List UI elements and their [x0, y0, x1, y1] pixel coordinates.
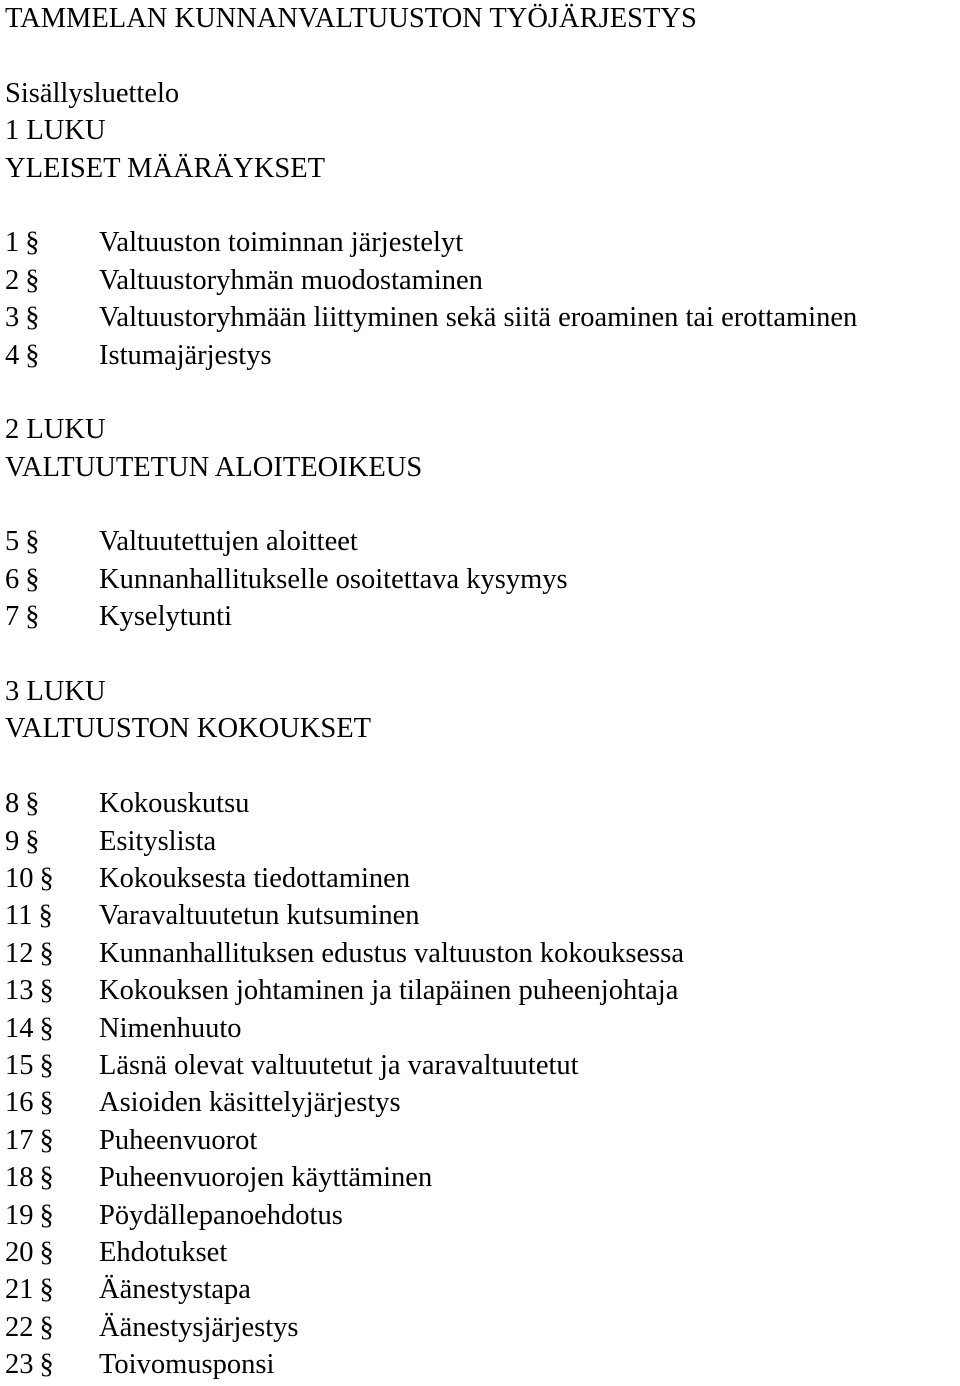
section-title: Kokouksen johtaminen ja tilapäinen puheenjohtaja: [99, 975, 679, 1007]
section-symbol: §: [39, 1236, 54, 1268]
section-number: 8: [5, 788, 20, 820]
section-symbol: §: [25, 601, 40, 633]
section-title: Puheenvuorot: [99, 1124, 258, 1156]
spacer: [5, 636, 955, 673]
section-number: 14: [5, 1012, 34, 1044]
section-number: 17: [5, 1124, 34, 1156]
toc-entry: [5, 972, 955, 1009]
chapter-label: 2 LUKU: [5, 414, 106, 446]
toc-entry: [5, 1159, 955, 1196]
section-symbol: §: [39, 1311, 54, 1343]
section-number: 15: [5, 1049, 34, 1081]
toc-entry: [5, 262, 955, 299]
section-number: 3: [5, 302, 20, 334]
section-title: Valtuutettujen aloitteet: [99, 526, 358, 558]
toc-entry: [5, 823, 955, 860]
toc-entry: [5, 1047, 955, 1084]
section-title: Valtuuston toiminnan järjestelyt: [99, 227, 464, 259]
section-title: Varavaltuutetun kutsuminen: [99, 900, 420, 932]
toc-entry: [5, 897, 955, 934]
section-title: Puheenvuorojen käyttäminen: [99, 1162, 433, 1194]
section-number: 5: [5, 526, 20, 558]
section-number: 6: [5, 563, 20, 595]
section-symbol: §: [25, 339, 40, 371]
section-symbol: §: [39, 1087, 54, 1119]
toc-entry: [5, 561, 955, 598]
section-title: Pöydällepanoehdotus: [99, 1199, 343, 1231]
section-number: 2: [5, 264, 20, 296]
section-symbol: §: [25, 825, 40, 857]
toc-entry: [5, 299, 955, 336]
chapter-label: 1 LUKU: [5, 115, 106, 147]
toc-entry: [5, 785, 955, 822]
section-symbol: §: [39, 975, 54, 1007]
section-number: 10: [5, 862, 34, 894]
section-symbol: §: [38, 900, 53, 932]
section-symbol: §: [39, 1274, 54, 1306]
section-symbol: §: [39, 1049, 54, 1081]
section-number: 9: [5, 825, 20, 857]
section-number: 11: [5, 900, 33, 932]
section-title: Kokouksesta tiedottaminen: [99, 862, 411, 894]
section-symbol: §: [25, 788, 40, 820]
section-symbol: §: [39, 862, 54, 894]
toc-entry: [5, 1271, 955, 1308]
section-number: 21: [5, 1274, 34, 1306]
toc-entry: [5, 1197, 955, 1234]
section-symbol: §: [39, 1124, 54, 1156]
chapter-label: 3 LUKU: [5, 676, 106, 708]
section-number: 1: [5, 227, 20, 259]
section-title: Toivomusponsi: [99, 1349, 275, 1381]
section-title: Valtuustoryhmän muodostaminen: [99, 264, 483, 296]
section-title: Kunnanhallitukselle osoitettava kysymys: [99, 563, 568, 595]
toc-entry: [5, 1234, 955, 1271]
section-title: Asioiden käsittelyjärjestys: [99, 1087, 401, 1119]
section-number: 12: [5, 937, 34, 969]
section-number: 16: [5, 1087, 34, 1119]
section-title: Äänestysjärjestys: [99, 1311, 299, 1343]
section-title: Ehdotukset: [99, 1236, 228, 1268]
section-title: Istumajärjestys: [99, 339, 272, 371]
toc-entry: [5, 935, 955, 972]
section-symbol: §: [25, 227, 40, 259]
chapter-title: VALTUUSTON KOKOUKSET: [5, 713, 372, 745]
chapter-title: VALTUUTETUN ALOITEOIKEUS: [5, 451, 423, 483]
section-number: 4: [5, 339, 20, 371]
section-number: 13: [5, 975, 34, 1007]
spacer: [5, 37, 955, 74]
section-number: 7: [5, 601, 20, 633]
spacer: [5, 486, 955, 523]
section-number: 19: [5, 1199, 34, 1231]
section-symbol: §: [25, 264, 40, 296]
section-symbol: §: [39, 1162, 54, 1194]
toc-entry: [5, 523, 955, 560]
section-title: Esityslista: [99, 825, 217, 857]
table-of-contents: [5, 112, 955, 1383]
toc-entry: [5, 1122, 955, 1159]
section-number: 20: [5, 1236, 34, 1268]
toc-entry: [5, 337, 955, 374]
spacer: [5, 187, 955, 224]
document-title: TAMMELAN KUNNANVALTUUSTON TYÖJÄRJESTYS: [5, 3, 697, 34]
section-title: Kunnanhallituksen edustus valtuuston kokouksessa: [99, 937, 684, 969]
toc-entry: [5, 1010, 955, 1047]
section-title: Nimenhuuto: [99, 1012, 242, 1044]
toc-entry: [5, 1346, 955, 1383]
section-symbol: §: [39, 937, 54, 969]
toc-entry: [5, 1084, 955, 1121]
section-symbol: §: [39, 1349, 54, 1381]
section-symbol: §: [39, 1012, 54, 1044]
section-title: Kyselytunti: [99, 601, 232, 633]
spacer: [5, 748, 955, 785]
toc-entry: [5, 224, 955, 261]
section-number: 22: [5, 1311, 34, 1343]
toc-entry: [5, 598, 955, 635]
section-symbol: §: [25, 302, 40, 334]
toc-entry: [5, 860, 955, 897]
chapter-title: YLEISET MÄÄRÄYKSET: [5, 152, 326, 184]
section-title: Kokouskutsu: [99, 788, 250, 820]
section-number: 23: [5, 1349, 34, 1381]
section-symbol: §: [25, 563, 40, 595]
toc-entry: [5, 1309, 955, 1346]
document-page: [5, 0, 955, 1383]
section-symbol: §: [39, 1199, 54, 1231]
toc-heading: Sisällysluettelo: [5, 77, 180, 109]
spacer: [5, 374, 955, 411]
section-symbol: §: [25, 526, 40, 558]
section-title: Valtuustoryhmään liittyminen sekä siitä eroaminen tai erottaminen: [99, 302, 858, 334]
section-title: Äänestystapa: [99, 1274, 251, 1306]
section-number: 18: [5, 1162, 34, 1194]
section-title: Läsnä olevat valtuutetut ja varavaltuutetut: [99, 1049, 579, 1081]
